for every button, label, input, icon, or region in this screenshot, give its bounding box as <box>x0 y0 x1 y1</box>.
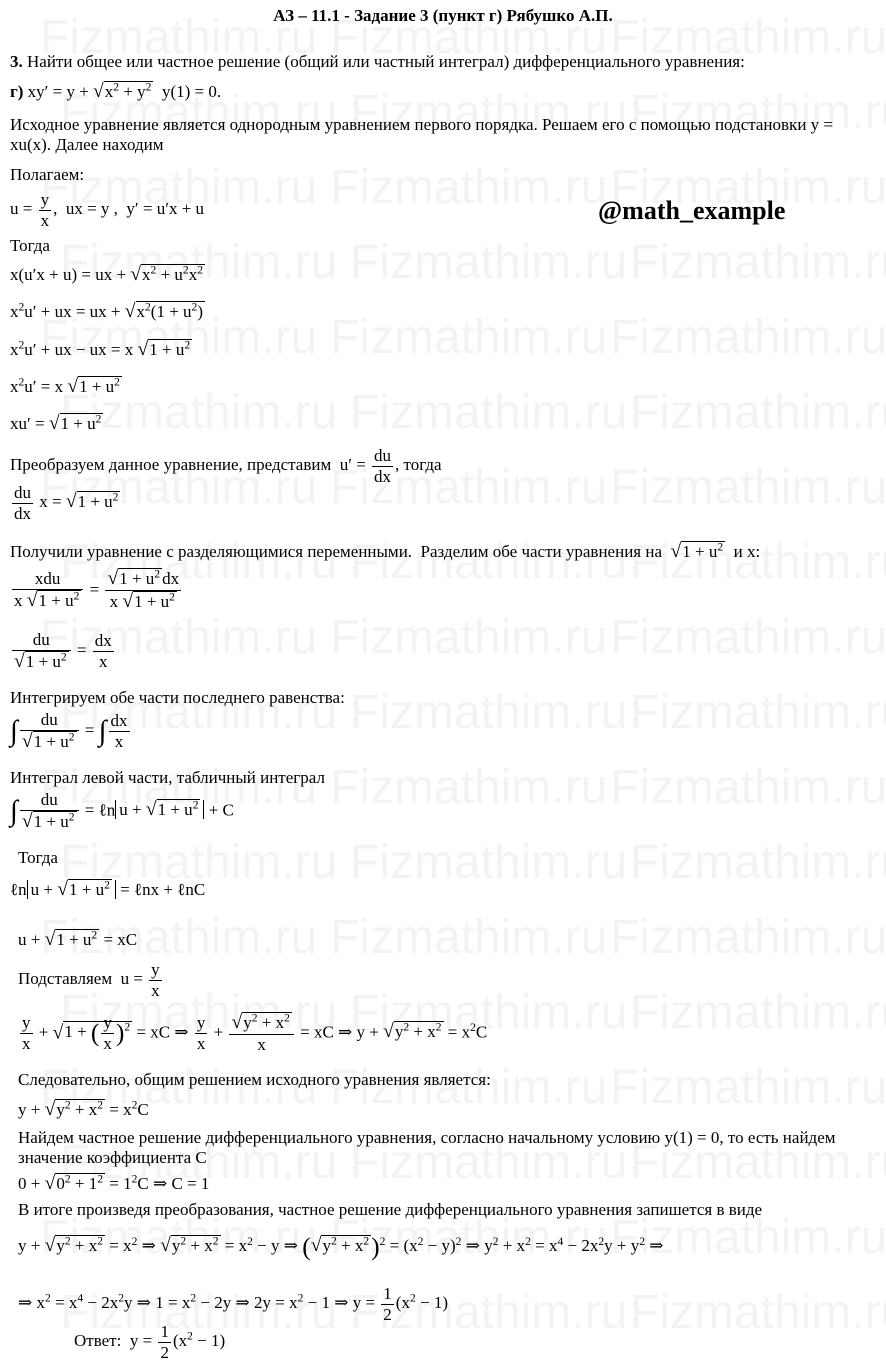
watermark-text <box>610 310 886 365</box>
watermark-text <box>330 160 607 215</box>
label-togda-2: Тогда <box>18 848 58 867</box>
task-text: Найти общее или частное решение (общий или частный интеграл) дифференциального уравнения: <box>22 52 745 71</box>
equation-step-3: $x^2u'$ + ux − ux = x $√1 + u^2$ <box>10 338 191 360</box>
label-togda: Тогда <box>10 236 50 255</box>
paragraph-substitution: Исходное уравнение является однородным уравнением первого порядка. Решаем его с помощью подстановки y = xu(x). Далее находим <box>10 115 834 155</box>
label-general-solution: Следовательно, общим решением исходного уравнения является: <box>18 1070 491 1089</box>
watermark-text <box>330 310 607 365</box>
watermark-text <box>350 385 627 440</box>
equation-du-dx: $\frac{du}{dx}$ $x = √1 + u^2$ <box>14 483 119 523</box>
paragraph-particular: Найдем частное решение дифференциального уравнения, согласно начальному условию y(1) = 0, то есть найдем значение коэффициента C <box>18 1128 836 1168</box>
label-table-integral: Интеграл левой части, табличный интеграл <box>10 768 325 787</box>
label-polagaem: Полагаем: <box>10 165 85 184</box>
watermark-text <box>630 1285 886 1340</box>
equation-general-solution: $y + √y^2 + x^2 = x^2C$ <box>18 1098 149 1120</box>
watermark-text <box>330 610 607 665</box>
equation-step-5: $xu' = √1 + u^2$ <box>10 412 102 434</box>
paragraph-substitute-back: Подставляем u = $\frac{y}{x}$ <box>18 960 160 1000</box>
watermark-text <box>630 235 886 290</box>
task-letter: г) <box>10 82 24 101</box>
page-title: АЗ – 11.1 - Задание 3 (пункт г) Рябушко А.П. <box>273 6 613 25</box>
task-number: 3. <box>10 52 23 71</box>
equation-divided: $\frac{\text{xdu}}{x √1 + u^2}$ = $\frac{√1 + u^2 dx}{x √1 + u^2}$ <box>14 567 180 613</box>
paragraph-result: В итоге произведя преобразования, частное решение дифференциального уравнения запишется в виде <box>18 1200 763 1219</box>
watermark-text <box>610 910 886 965</box>
answer: Ответ: y = $\frac{1}{2}$ $(x^2 - 1)$ <box>74 1322 226 1362</box>
initial-condition: y(1) = 0. <box>161 82 222 101</box>
equation-table-integral: ∫ $\frac{du}{√1 + u^2}$ = ℓn $u + √1 + u^2 + C$ <box>10 790 234 832</box>
paragraph-transform: Преобразуем данное уравнение, представим u′ = $\frac{du}{dx}$ , тогда <box>10 446 442 486</box>
equation-step-2: $x^2u'$ + ux = ux + $√x^2(1 + u^2)$ <box>10 300 203 322</box>
watermark-text <box>630 685 886 740</box>
watermark-text <box>350 235 627 290</box>
watermark-text <box>350 685 627 740</box>
watermark-text <box>610 1060 886 1115</box>
equation-step-1: x(u′x + u) = ux + $√x^2 + u^2x^2$ <box>10 263 203 285</box>
task-statement <box>10 52 745 72</box>
equation-transform-1: $y + √y^2 + x^2 = x^2$ ⇒ $√y^2 + x^2 = x^2 - y$ ⇒ $(√y^2 + x^2)^2 = (x^2 - y)^2$ ⇒ $y^2 + x^2 = x^4 - 2x^2y + y^2$ ⇒ <box>18 1232 664 1261</box>
equation-back-substitution: $\frac{y}{x}$ + √1 + ( $\frac{y}{x}$ )$^2$ = xC ⇒ $\frac{y}{x}$ + $\frac{√y^2 + x^2}{x}$ = xC ⇒ $y + √y^2 + x^2 = x^2C$ <box>22 1011 488 1055</box>
watermark-text <box>630 835 886 890</box>
equation-integral: ∫ $\frac{du}{√1 + u^2}$ = ∫ $\frac{dx}{x}$ <box>10 710 128 752</box>
watermark-text <box>350 835 627 890</box>
answer-label: Ответ: <box>74 1330 122 1350</box>
watermark-text <box>330 910 607 965</box>
equation-transform-2: ⇒ $x^2 = x^4 - 2x^2y$ ⇒ $1 = x^2 - 2y$ ⇒ $2y = x^2 - 1$ ⇒ y = $\frac{1}{2}$ $(x^2 - 1)$ <box>18 1284 448 1324</box>
watermark-text <box>630 985 886 1040</box>
equation-substitution: u = $\frac{y}{x}$ , ux = y , y′ = u′x + u <box>10 190 205 230</box>
equation-step-4: $x^2u' = x$ $√1 + u^2$ <box>10 375 120 397</box>
equation-separated: $\frac{du}{√1 + u^2}$ = $\frac{dx}{x}$ <box>14 630 112 672</box>
watermark-text <box>630 385 886 440</box>
channel-handle: @math_example <box>598 196 786 225</box>
watermark-text <box>330 760 607 815</box>
label-integrate: Интегрируем обе части последнего равенства: <box>10 688 345 707</box>
equation-find-c: $0 + √0^2 + 1^2 = 1^2C$ ⇒ C = 1 <box>18 1172 210 1194</box>
paragraph-separable: Получили уравнение с разделяющимися переменными. Разделим обе части уравнения на $√1 + u^2$ и x: <box>10 540 761 562</box>
equation-log: ℓn $u + √1 + u^2$ = ℓnx + ℓnC <box>10 878 206 900</box>
watermark-text <box>610 760 886 815</box>
watermark-text <box>610 460 886 515</box>
equation-given: г) $xy' = y + √x^2 + y^2$ y(1) = 0. <box>10 80 222 102</box>
equation-general-u: $u + √1 + u^2$ = xC <box>18 928 138 950</box>
watermark-text <box>610 610 886 665</box>
